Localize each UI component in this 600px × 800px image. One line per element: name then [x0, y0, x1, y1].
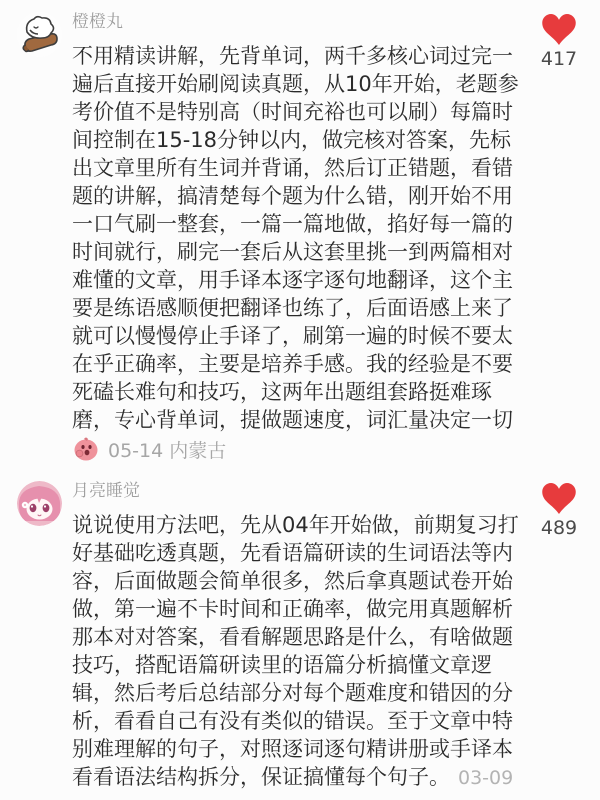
comment-item-1	[0, 10, 600, 463]
avatar[interactable]	[17, 481, 62, 526]
like-count: 417	[540, 48, 578, 70]
comment-timestamp: 03-09	[458, 767, 514, 789]
comment-text[interactable]	[72, 42, 524, 434]
comment-author-name[interactable]: 橙橙丸	[72, 12, 123, 32]
comment-text[interactable]	[72, 511, 524, 792]
comment-author-name[interactable]: 月亮睡觉	[72, 481, 140, 501]
comment-text-content: 不用精读讲解，先背单词，两千多核心词过完一遍后直接开始刷阅读真题，从10年开始，老题参考价值不是特别高（时间充裕也可以刷）每篇时间控制在15-18分钟以内，做完核对答案，先标出文章里所有生词并背诵，然后订正错题，看错题的讲解，搞清楚每个题为什么错，刚开始不用一口气刷一整套，一篇一篇地做，掐好每一篇的时间就行，刷完一套后从这套里挑一到两篇相对难懂的文章，用手译本逐字逐句地翻译，这个主要是练语感顺便把翻译也练了，后面语感上来了就可以慢慢停止手译了，刷第一遍的时候不要太在乎正确率，主要是培养手感。我的经验是不要死磕长难句和技巧，这两年出题组套路挺难琢磨，专心背单词，提做题速度，词汇量决定一切	[72, 44, 519, 432]
pink-pig-blush-sticker-icon	[72, 436, 99, 463]
comment-meta	[72, 435, 524, 463]
white-cat-hugging-brown-dog-avatar-icon	[17, 12, 62, 57]
avatar[interactable]	[17, 12, 62, 57]
comment-body	[72, 479, 524, 792]
heart-icon	[542, 14, 576, 45]
like-count: 489	[540, 517, 578, 539]
comment-text-content: 说说使用方法吧，先从04年开始做，前期复习打好基础吃透真题，先看语篇研读的生词语法等内容，后面做题会简单很多，然后拿真题试卷开始做，第一遍不卡时间和正确率，做完用真题解析那本对对答案，看看解题思路是什么，有啥做题技巧，搭配语篇研读里的语篇分析搞懂文章逻辑，然后考后总结部分对每个题难度和错因的分析，看看自己有没有类似的错误。至于文章中特别难理解的句子，对照逐词逐句精讲册或手译本看看语法结构拆分，保证搞懂每个句子。	[72, 513, 519, 789]
comment-timestamp: 05-14 内蒙古	[108, 439, 227, 462]
pink-anime-girl-avatar-icon	[17, 481, 62, 526]
comment-body	[72, 10, 524, 463]
comment-item-2	[0, 479, 600, 792]
like-button[interactable]	[530, 14, 588, 69]
like-button[interactable]	[530, 483, 588, 538]
heart-icon	[542, 483, 576, 514]
